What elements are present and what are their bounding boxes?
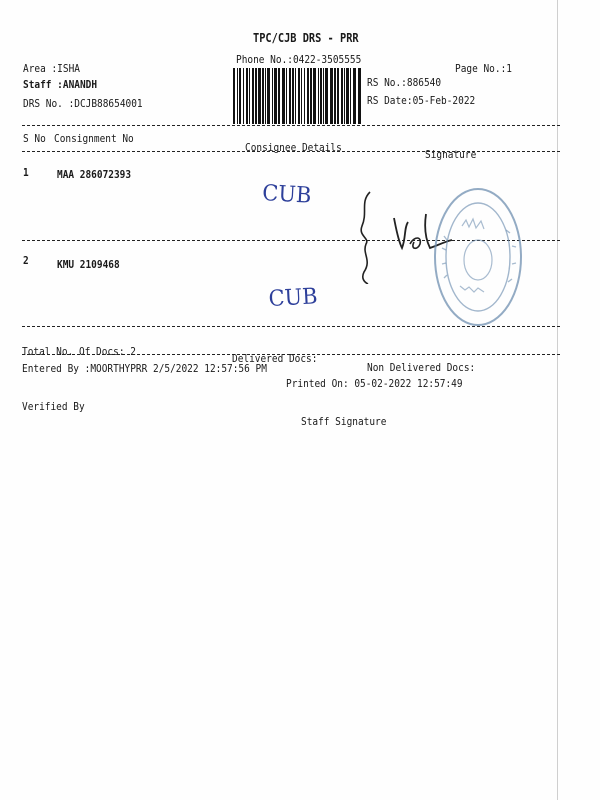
row2-consignment-no: KMU 2109468 xyxy=(57,258,120,271)
barcode-bar xyxy=(262,68,264,124)
drs-number: DRS No. :DCJB88654001 xyxy=(23,97,143,110)
divider-top xyxy=(22,125,560,126)
barcode-bar xyxy=(313,68,316,124)
total-docs: Total No. Of Docs: 2 xyxy=(22,345,136,358)
rs-date: RS Date:05-Feb-2022 xyxy=(367,94,476,107)
sheet-title: TPC/CJB DRS - PRR xyxy=(253,31,359,45)
barcode-bar xyxy=(272,68,273,124)
barcode-bar xyxy=(330,68,333,124)
barcode-bar xyxy=(237,68,238,124)
col-signature: Signature xyxy=(425,148,477,161)
barcode-bar xyxy=(353,68,356,124)
staff-label: Staff :ANANDH xyxy=(23,78,98,91)
barcode-bar xyxy=(337,68,339,124)
barcode-bar xyxy=(249,68,250,124)
barcode-bar xyxy=(255,68,257,124)
barcode-bar xyxy=(358,68,361,124)
barcode-bar xyxy=(298,68,300,124)
barcode-bar xyxy=(265,68,266,124)
company-stamp xyxy=(432,186,524,328)
barcode-bar xyxy=(304,68,305,124)
row2-sno: 2 xyxy=(23,254,29,267)
barcode-bar xyxy=(307,68,309,124)
staff-signature-label: Staff Signature xyxy=(301,415,387,428)
barcode-bar xyxy=(350,68,351,124)
col-sno: S No xyxy=(23,132,46,145)
divider-row2 xyxy=(22,326,560,327)
barcode-bar xyxy=(344,68,345,124)
barcode-bar xyxy=(233,68,235,124)
row1-sno: 1 xyxy=(23,166,29,179)
barcode-bar xyxy=(278,68,280,124)
delivered-docs: Delivered Docs: xyxy=(232,352,318,365)
barcode-bar xyxy=(246,68,248,124)
barcode-bar xyxy=(258,68,261,124)
row1-consignment-no: MAA 286072393 xyxy=(57,168,132,181)
barcode-bar xyxy=(318,68,319,124)
barcode-bar xyxy=(282,68,285,124)
area-label: Area :ISHA xyxy=(23,62,80,75)
barcode-bar xyxy=(267,68,270,124)
barcode-bar xyxy=(295,68,296,124)
col-consignee-details: Consignee Details xyxy=(245,141,342,154)
barcode-bar xyxy=(323,68,324,124)
barcode-bar xyxy=(301,68,302,124)
barcode-bar xyxy=(274,68,277,124)
rs-number: RS No.:886540 xyxy=(367,76,442,89)
phone-number: Phone No.:0422-3505555 xyxy=(236,53,362,66)
page-number: Page No.:1 xyxy=(455,62,512,75)
barcode-bar xyxy=(325,68,328,124)
barcode-bar xyxy=(346,68,349,124)
non-delivered-docs: Non Delivered Docs: xyxy=(367,361,476,374)
barcode-bar xyxy=(292,68,294,124)
barcode-bar xyxy=(252,68,254,124)
entered-by: Entered By :MOORTHYPRR 2/5/2022 12:57:56 PM xyxy=(22,362,267,375)
row1-consignee-handwritten: CUB xyxy=(261,181,312,209)
barcode-bar xyxy=(310,68,312,124)
col-consignment-no: Consignment No xyxy=(54,132,134,145)
divider-header xyxy=(22,151,560,152)
barcode-bar xyxy=(341,68,343,124)
row2-consignee-handwritten: CUB xyxy=(268,284,319,312)
page-edge-line xyxy=(557,0,558,800)
barcode-bar xyxy=(239,68,241,124)
barcode-bar xyxy=(286,68,287,124)
printed-on: Printed On: 05-02-2022 12:57:49 xyxy=(286,377,463,390)
barcode xyxy=(233,68,361,124)
barcode-bar xyxy=(334,68,336,124)
verified-by: Verified By xyxy=(22,400,85,413)
barcode-bar xyxy=(289,68,291,124)
barcode-bar xyxy=(320,68,322,124)
barcode-bar xyxy=(243,68,244,124)
